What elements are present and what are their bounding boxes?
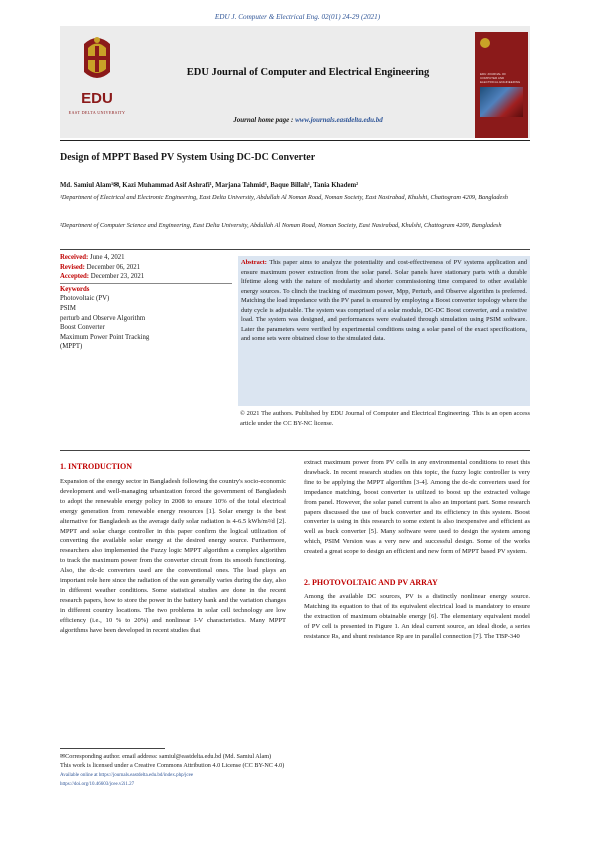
section-1-text: Expansion of the energy sector in Bangladesh following the country's socio-economic development and well-managing urbanization forced the government of Bangladesh to adopt the renewable energy policy in 2008 to ensure 10% of the total electrical energy generation from renewable energy resources [1]. Solar energy is the best alternative for Bangladesh as the average daily solar radiation is 4-6.5 kWh/m²/d [2]. MPPT and solar charge controller in this paper confirm the logical utilization of converting the available solar energy at the desired energy source. Furthermore, researchers also implemented the Fuzzy logic MPPT algorithm a complex algorithm to track the maximum power from the converter circuit from its smooth functioning. Also, the dc-dc converters used are the conventional ones. The load plays an important role here since the radiation of the sun generally varies during the day, also in different weather conditions. Some statistical studies are done in the recent research papers, how to store the power in the battery bank and the variation changes in different country locations. The two problems in solar cell technology are low efficiency (i.e., 10 % to 20%) and nonlinear I-V characteristics. Many MPPT algorithms have been developed in recent studies that [60, 478, 286, 634]
keyword-item: Boost Converter [60, 324, 105, 332]
header-divider [60, 140, 530, 141]
received-row [60, 253, 232, 263]
available-online-link[interactable]: Available online at https://journals.eastdelta.edu.bd/index.php/jcee [60, 772, 194, 778]
keyword-item: PSIM [60, 304, 76, 312]
affiliation-1: ¹Department of Electrical and Electronic Engineering, East Delta University, Abdullah Al Noman Road, Noman Society, East Nasirabad, Khulshi, Chattogram 4209, Bangladesh [60, 194, 508, 201]
abstract-text: This paper aims to analyze the potentiality and cost-effectiveness of PV systems application and ensure maximum power extraction from the solar panel. Solar panels have stationary parts with a durable lifetime along with the nature of modularity and shorter commissioning time compared to other available energy sources. To clinch the tracking of maximum power, Mpp, Perturb, and Observe algorithm is preferred. Matching the load impedance with the PV panel is ensured by employing a Boost converter topology where the duty cycle is adjustable. The system was comprised of a solar module, DC-DC Boost converter, and a resistive load. The system was designed, and performances were evaluated through simulation using PSIM software. Later the parameters were verified by experimental conditions using a solar panel of the exact specifications, and some sets were obtained close to the simulated data. [241, 259, 527, 343]
paper-title: Design of MPPT Based PV System Using DC-DC Converter [60, 152, 316, 163]
journal-cover-image [475, 32, 528, 138]
journal-homepage [148, 116, 468, 124]
body-divider [60, 450, 530, 451]
cover-emblem [480, 38, 490, 48]
accepted-date: December 23, 2021 [90, 273, 145, 281]
homepage-label: Journal home page : [233, 116, 296, 124]
cover-graphic [480, 87, 523, 117]
footnote-divider [60, 748, 165, 749]
logo-wordmark: EDU [81, 90, 113, 107]
keywords-heading: Keywords [60, 285, 90, 293]
keywords-divider [60, 283, 232, 284]
journal-name: EDU Journal of Computer and Electrical Engineering [186, 67, 430, 78]
logo-subtext: EAST DELTA UNIVERSITY [68, 110, 126, 115]
received-date: June 4, 2021 [90, 254, 125, 261]
revised-label: Revised: [60, 263, 85, 271]
university-logo [66, 26, 128, 126]
revised-date: December 06, 2021 [86, 263, 141, 271]
keyword-item: (MPPT) [60, 343, 83, 351]
cover-title: EDU JOURNAL OF COMPUTER AND ELECTRICAL ENGINEERING [480, 72, 521, 84]
abstract-label: Abstract: [241, 259, 267, 266]
section-2-heading: 2. PHOTOVOLTAIC AND PV ARRAY [304, 578, 438, 587]
affiliation-2: ²Department of Computer Science and Engineering, East Delta University, Abdullah Al Noman Road, Noman Society, East Nasirabad, Khulshi, Chattogram 4209, Bangladesh [60, 222, 502, 229]
info-divider [60, 249, 530, 250]
article-info [60, 253, 232, 352]
license-note: This work is licensed under a Creative Commons Attribution 4.0 License (CC BY-NC 4.0) [60, 762, 285, 770]
column-2-text: extract maximum power from PV cells in any environmental conditions to reset this drawback. In recent research studies on this topic, the fuzzy logic controller is very fine to be applying the MPPT algorithm [3-4]. Among the dc-dc converters used for impedance matching, boost converter is utilized to boost up the extracted voltage from panel. However, the solar panel current is also an important part. Some research papers discussed the use of buck converter and its efficiency in this system. Boost converter is using in this research to some extent is also inexpensive and efficient as well as buck converter [5]. Many software were used to design the system among which, PSIM Version was a very new and successful design. Some of the works created a great scope to design an efficient and new form of MPPT based PV system. [304, 459, 530, 556]
abstract-box [238, 256, 530, 406]
accepted-row [60, 272, 232, 282]
section-2-text: Among the available DC sources, PV is a distinctly nonlinear energy source. Matching its equation to that of its equivalent electrical load is mandatory to ensure the extraction of maximum obtainable energy [6]. The elementary equivalent model of PV cell is presented in Figure 1. An ideal current source, an ideal diode, a series resistance Rs, and shunt resistance Rp are in parallel connection [7]. The TBP-340 [304, 593, 530, 640]
accepted-label: Accepted: [60, 273, 90, 281]
copyright-notice: © 2021 The authors. Published by EDU Journal of Computer and Electrical Engineering. This is an open access article under the CC BY-NC license. [240, 410, 530, 427]
keyword-item: perturb and Observe Algorithm [60, 314, 146, 322]
keyword-item: Maximum Power Point Tracking [60, 333, 150, 341]
author-list: Md. Samiul Alam¹✉, Kazi Muhammad Asif Ashrafi¹, Marjana Tahmid¹, Baque Billah¹, Tania Khadem² [60, 182, 359, 189]
section-1-heading: 1. INTRODUCTION [60, 462, 133, 471]
received-label: Received: [60, 254, 89, 261]
homepage-link[interactable]: www.journals.eastdelta.edu.bd [295, 116, 383, 124]
doi-link[interactable]: https://doi.org/10.46603/jcee.v2i1.27 [60, 782, 135, 788]
keyword-item: Photovoltaic (PV) [60, 295, 110, 303]
running-head: EDU J. Computer & Electrical Eng. 02(01) 24-29 (2021) [214, 13, 381, 21]
revised-row [60, 263, 232, 273]
corresponding-author: ✉Corresponding author. email address: samiul@eastdelta.edu.bd (Md. Samiul Alam) [60, 753, 272, 760]
footnote-block [60, 752, 530, 790]
